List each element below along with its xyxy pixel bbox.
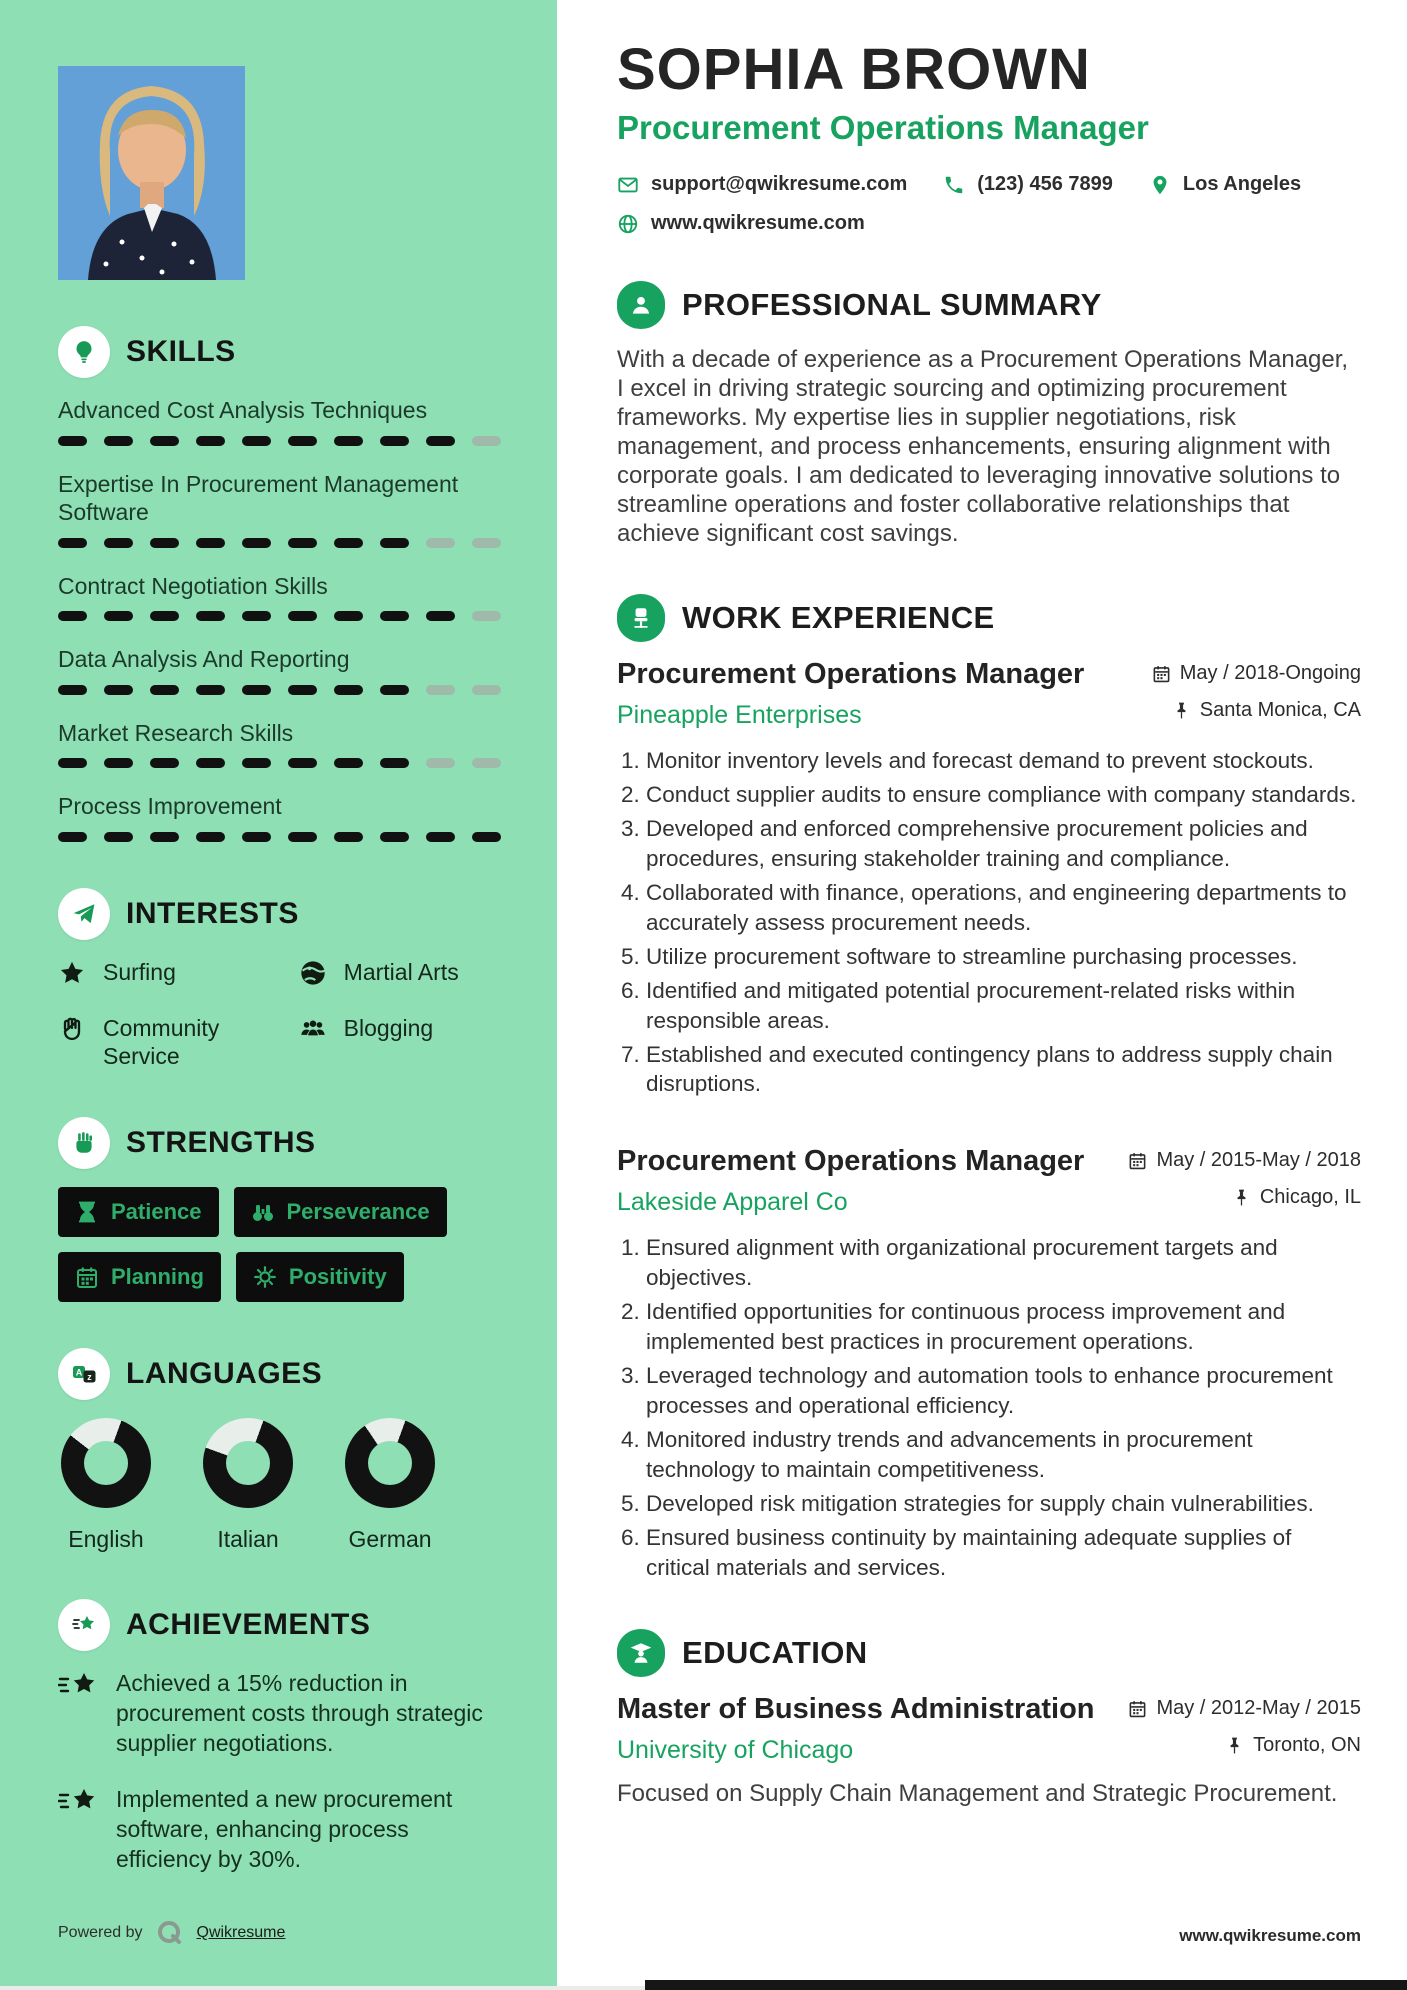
skill-dash (58, 758, 87, 768)
sidebar (0, 0, 557, 1990)
education-dates (1128, 1697, 1361, 1720)
summary-text: With a decade of experience as a Procurement Operations Manager, I excel in driving strategic sourcing and optimizing procurement frameworks. My expertise lies in supplier negotiations, risk management, and process enhancements, ensuring alignment with corporate goals. I am dedicated to leveraging innovative solutions to streamline operations and foster collaborative relationships that achieve significant cost savings. (617, 346, 1349, 548)
language-label: German (348, 1526, 432, 1553)
skill-item (58, 645, 501, 695)
job-meta (1152, 658, 1361, 722)
pushpin-icon (1225, 1736, 1244, 1755)
languages-header (58, 1348, 501, 1400)
skill-dash (334, 685, 363, 695)
education-entry (617, 1693, 1361, 1809)
skill-dash (334, 436, 363, 446)
strength-label: Perseverance (286, 1199, 430, 1225)
skill-dash (58, 538, 87, 548)
calendar-icon (1128, 1699, 1147, 1718)
skill-dash (380, 832, 409, 842)
skill-dash (472, 611, 501, 621)
calendar-icon (1128, 1151, 1147, 1170)
skill-label: Process Improvement (58, 793, 282, 820)
contact-phone (943, 173, 1113, 196)
language-label: English (68, 1526, 144, 1553)
shooting-star-icon (58, 1671, 100, 1759)
skill-dash (426, 436, 455, 446)
skill-item (58, 572, 501, 622)
skill-dash (288, 758, 317, 768)
skill-dash (426, 758, 455, 768)
translate-icon (58, 1348, 110, 1400)
skill-item (58, 719, 501, 769)
job-dates-text: May / 2018-Ongoing (1179, 662, 1361, 685)
interests-header (58, 888, 501, 940)
skills-header (58, 326, 501, 378)
language-item (342, 1418, 438, 1553)
skill-dash (150, 436, 179, 446)
job-location (1232, 1186, 1361, 1209)
skill-dash (242, 832, 271, 842)
skill-item (58, 396, 501, 446)
map-pin-icon (1149, 174, 1171, 196)
qwikresume-logo-icon (155, 1918, 185, 1948)
skill-dash (58, 832, 87, 842)
pushpin-icon (1232, 1188, 1251, 1207)
globe-icon (617, 213, 639, 235)
skill-dash (380, 538, 409, 548)
qwikresume-link[interactable]: Qwikresume (196, 1924, 286, 1941)
language-item (58, 1418, 154, 1553)
strength-pill (58, 1187, 219, 1237)
job-bullet: 4. Collaborated with finance, operations, and engineering departments to accurately assess procurement needs. (646, 878, 1361, 938)
strengths-header (58, 1117, 501, 1169)
contact-phone-text: (123) 456 7899 (977, 173, 1113, 195)
skill-dash (472, 832, 501, 842)
skill-dash (104, 538, 133, 548)
profile-photo-illustration (58, 66, 245, 280)
language-item (200, 1418, 296, 1553)
skill-dash (288, 436, 317, 446)
skill-dash (242, 685, 271, 695)
contact-row (617, 173, 1361, 196)
education-entry-header (617, 1693, 1361, 1765)
language-label: Italian (217, 1526, 279, 1553)
phone-icon (943, 174, 965, 196)
bottom-scrollbar[interactable] (645, 1980, 1407, 1990)
skill-dash (104, 832, 133, 842)
interests-section (58, 888, 501, 1072)
hand-icon (58, 1015, 88, 1048)
job-company: Lakeside Apparel Co (617, 1188, 848, 1217)
strength-pill (234, 1187, 447, 1237)
skill-dash (472, 538, 501, 548)
hourglass-icon (75, 1200, 99, 1224)
languages-list (58, 1418, 501, 1553)
education-location (1225, 1734, 1361, 1757)
job-bullet: 1. Monitor inventory levels and forecast demand to prevent stockouts. (646, 746, 1361, 776)
powered-by (58, 1918, 285, 1948)
interest-item (299, 1014, 501, 1072)
achievement-item (58, 1669, 501, 1759)
skill-dash (150, 758, 179, 768)
interest-item (58, 1014, 291, 1072)
job-bullet: 3. Developed and enforced comprehensive procurement policies and procedures, ensuring stakeholder training and compliance. (646, 814, 1361, 874)
star-icon (58, 959, 88, 992)
skill-label: Advanced Cost Analysis Techniques (58, 397, 428, 423)
sun-icon (253, 1265, 277, 1289)
skill-label: Market Research Skills (58, 719, 294, 746)
education-location-text: Toronto, ON (1253, 1733, 1361, 1756)
skill-dash (242, 538, 271, 548)
skill-dash (334, 611, 363, 621)
achievements-title: ACHIEVEMENTS (126, 1608, 371, 1642)
skill-item (58, 792, 501, 842)
interest-item (58, 958, 291, 992)
job-role: Procurement Operations Manager (617, 1145, 1085, 1178)
envelope-icon (617, 174, 639, 196)
skill-dash (380, 758, 409, 768)
skill-level-bar (58, 832, 501, 842)
interest-label: Martial Arts (343, 958, 459, 985)
achievements-header (58, 1599, 501, 1651)
achievement-item (58, 1785, 501, 1875)
skill-dash (58, 611, 87, 621)
profile-photo (58, 66, 245, 280)
skill-level-bar (58, 758, 501, 768)
skills-section (58, 326, 501, 842)
skill-dash (288, 611, 317, 621)
education-header (617, 1629, 1361, 1677)
skill-dash (288, 685, 317, 695)
office-chair-icon (617, 594, 665, 642)
skill-dash (196, 832, 225, 842)
education-dates-text: May / 2012-May / 2015 (1156, 1696, 1361, 1719)
skill-dash (196, 758, 225, 768)
job-location-text: Chicago, IL (1259, 1186, 1361, 1209)
skill-dash (334, 832, 363, 842)
pushpin-icon (1172, 701, 1191, 720)
skill-label: Contract Negotiation Skills (58, 572, 328, 599)
language-donut (345, 1418, 435, 1508)
skill-dash (426, 685, 455, 695)
strengths-list (58, 1187, 501, 1302)
skill-dash (242, 436, 271, 446)
job-bullet: 1. Ensured alignment with organizational procurement targets and objectives. (646, 1233, 1361, 1293)
job-location-text: Santa Monica, CA (1199, 699, 1361, 722)
skill-label: Expertise In Procurement Management Software (58, 470, 459, 526)
job-entry (617, 658, 1361, 1099)
education-school: University of Chicago (617, 1735, 854, 1764)
shooting-star-icon (58, 1599, 110, 1651)
paper-plane-icon (58, 888, 110, 940)
skill-dash (426, 538, 455, 548)
job-bullet: 6. Ensured business continuity by maintaining adequate supplies of critical materials and services. (646, 1523, 1361, 1583)
skill-dash (380, 685, 409, 695)
interest-item (299, 958, 501, 992)
strength-label: Patience (111, 1199, 202, 1225)
job-bullet-list (617, 1233, 1361, 1582)
person-job-title: Procurement Operations Manager (617, 109, 1149, 146)
skill-dash (380, 611, 409, 621)
skill-item (58, 470, 501, 548)
skill-dash (288, 832, 317, 842)
job-header (617, 1145, 1361, 1217)
job-meta (1128, 1145, 1361, 1209)
skill-dash (58, 436, 87, 446)
achievement-text: Achieved a 15% reduction in procurement costs through strategic supplier negotiations. (116, 1670, 483, 1756)
education-degree: Master of Business Administration (617, 1692, 1095, 1725)
calendar-icon (1152, 664, 1171, 683)
person-name: SOPHIA BROWN (617, 37, 1091, 102)
achievements-section (58, 1599, 501, 1874)
job-dates-text: May / 2015-May / 2018 (1156, 1149, 1361, 1172)
skill-dash (196, 538, 225, 548)
binoculars-icon (251, 1200, 275, 1224)
skill-dash (150, 832, 179, 842)
skill-dash (288, 538, 317, 548)
skill-dash (196, 611, 225, 621)
experience-title: WORK EXPERIENCE (682, 600, 995, 636)
users-icon (299, 1015, 329, 1048)
job-bullet: 2. Conduct supplier audits to ensure compliance with company standards. (646, 780, 1361, 810)
skill-level-bar (58, 611, 501, 621)
skill-dash (150, 685, 179, 695)
skill-dash (334, 758, 363, 768)
skill-dash (380, 436, 409, 446)
job-bullet: 3. Leveraged technology and automation tools to enhance procurement processes and operational efficiency. (646, 1361, 1361, 1421)
contact-email-text: support@qwikresume.com (651, 173, 908, 195)
skill-dash (150, 611, 179, 621)
skill-dash (426, 832, 455, 842)
strengths-section (58, 1117, 501, 1302)
strength-pill (236, 1252, 404, 1302)
skill-dash (196, 436, 225, 446)
job-company: Pineapple Enterprises (617, 701, 862, 730)
skill-dash (58, 685, 87, 695)
shooting-star-icon (58, 1787, 100, 1875)
skill-dash (472, 685, 501, 695)
job-bullet: 7. Established and executed contingency plans to address supply chain disruptions. (646, 1040, 1361, 1100)
person-icon (617, 281, 665, 329)
experience-header (617, 594, 1361, 642)
education-meta (1128, 1693, 1361, 1757)
interests-list (58, 958, 501, 1072)
skill-dash (104, 611, 133, 621)
achievement-text: Implemented a new procurement software, enhancing process efficiency by 30%. (116, 1785, 453, 1872)
contact-info (617, 173, 1361, 235)
education-description: Focused on Supply Chain Management and Strategic Procurement. (617, 1779, 1338, 1807)
skill-dash (242, 611, 271, 621)
skill-dash (104, 685, 133, 695)
job-role: Procurement Operations Manager (617, 658, 1085, 691)
contact-location (1149, 173, 1301, 196)
strength-pill (58, 1252, 221, 1302)
skill-dash (426, 611, 455, 621)
fist-icon (58, 1117, 110, 1169)
strength-label: Positivity (288, 1264, 387, 1290)
skill-dash (104, 436, 133, 446)
job-bullet-list (617, 746, 1361, 1099)
skill-label: Data Analysis And Reporting (58, 646, 350, 673)
contact-location-text: Los Angeles (1182, 173, 1302, 195)
powered-by-label: Powered by (58, 1924, 143, 1941)
languages-section (58, 1348, 501, 1553)
language-donut (61, 1418, 151, 1508)
main-content (557, 0, 1407, 1990)
calendar-icon (75, 1265, 99, 1289)
skill-dash (334, 538, 363, 548)
job-bullet: 6. Identified and mitigated potential procurement-related risks within responsible areas. (646, 976, 1361, 1036)
job-location (1172, 699, 1361, 722)
job-bullet: 2. Identified opportunities for continuous process improvement and implemented best practices in procurement operations. (646, 1297, 1361, 1357)
education-title: EDUCATION (682, 1634, 868, 1670)
skill-level-bar (58, 538, 501, 548)
job-entry (617, 1145, 1361, 1582)
skill-dash (242, 758, 271, 768)
job-dates (1128, 1149, 1361, 1172)
svg-text:A: A (75, 1367, 83, 1378)
job-bullet: 5. Utilize procurement software to streamline purchasing processes. (646, 942, 1361, 972)
globe-icon (299, 959, 329, 992)
language-donut (203, 1418, 293, 1508)
strengths-title: STRENGTHS (126, 1126, 316, 1160)
contact-website-text: www.qwikresume.com (651, 212, 865, 234)
skill-dash (472, 758, 501, 768)
skill-dash (472, 436, 501, 446)
graduate-icon (617, 1629, 665, 1677)
skill-level-bar (58, 685, 501, 695)
summary-header (617, 281, 1361, 329)
contact-row (617, 212, 1361, 235)
interests-title: INTERESTS (126, 896, 299, 930)
contact-email (617, 173, 907, 196)
job-dates (1152, 662, 1361, 685)
skill-dash (104, 758, 133, 768)
skill-dash (196, 685, 225, 695)
strength-label: Planning (111, 1264, 204, 1290)
interest-label: Community Service (103, 1014, 220, 1070)
skills-title: SKILLS (126, 335, 236, 368)
job-bullet: 5. Developed risk mitigation strategies for supply chain vulnerabilities. (646, 1489, 1361, 1519)
svg-text:z: z (87, 1371, 92, 1382)
job-header (617, 658, 1361, 730)
skill-dash (150, 538, 179, 548)
footer-website: www.qwikresume.com (1179, 1926, 1361, 1945)
languages-title: LANGUAGES (126, 1357, 323, 1391)
interest-label: Blogging (343, 1014, 434, 1041)
skill-level-bar (58, 436, 501, 446)
interest-label: Surfing (103, 958, 176, 985)
job-bullet: 4. Monitored industry trends and advancements in procurement technology to maintain competitiveness. (646, 1425, 1361, 1485)
lightbulb-icon (58, 326, 110, 378)
contact-website (617, 212, 865, 235)
summary-title: PROFESSIONAL SUMMARY (682, 287, 1102, 322)
